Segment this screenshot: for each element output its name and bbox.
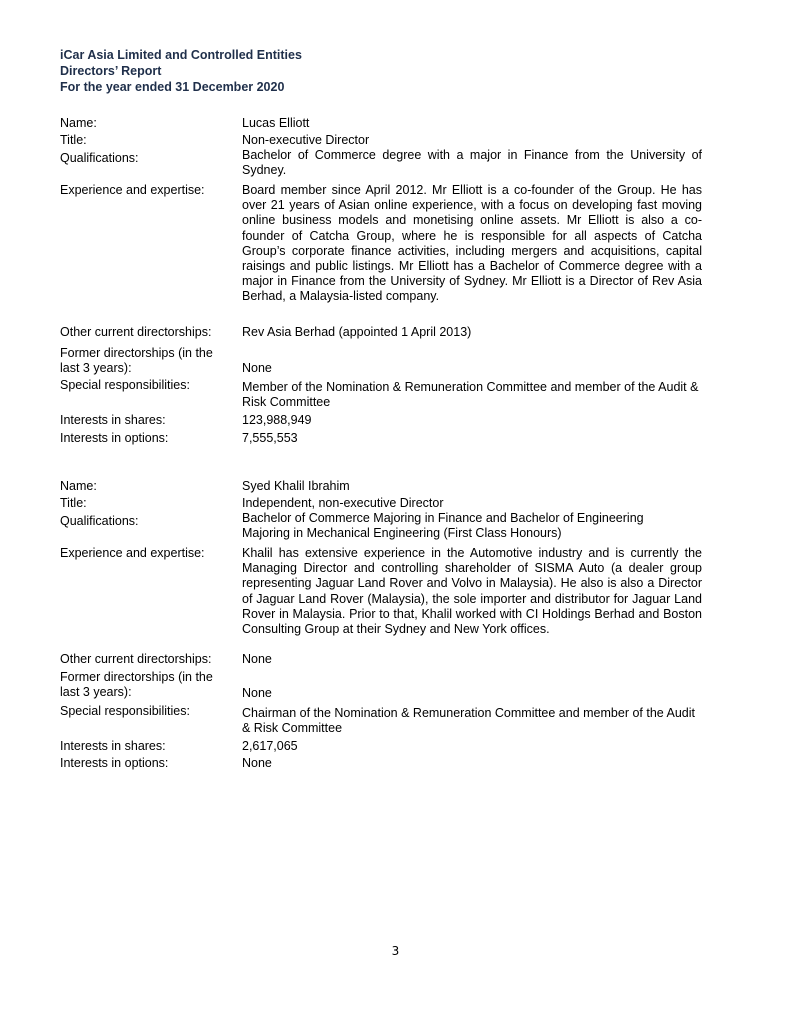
experience-label: Experience and expertise: xyxy=(60,546,205,560)
former-directorships: None xyxy=(242,361,272,375)
director-experience: Khalil has extensive experience in the Automotive industry and is currently the Managing Director and controlling shareholder of SISMA Auto (a dealer group representing Jaguar Land Rover and Volvo in Malaysia). He also is also a Director of Jaguar Land Rover (Malaysia), the sole importer and distributor for Jaguar Land Rover in Malaysia. Prior to that, Khalil worked with CI Holdings Berhad and Boston Consulting Group at their Sydney and New York offices. xyxy=(242,546,702,637)
other-directorships-label: Other current directorships: xyxy=(60,652,212,666)
special-responsibilities-label: Special responsibilities: xyxy=(60,704,190,718)
other-directorships-label: Other current directorships: xyxy=(60,325,212,339)
former-directorships: None xyxy=(242,686,272,700)
director-qualifications: Bachelor of Commerce degree with a major in Finance from the University of Sydney. xyxy=(242,148,702,178)
interests-in-shares: 123,988,949 xyxy=(242,413,312,427)
director-qualifications-line1: Bachelor of Commerce Majoring in Finance and Bachelor of Engineering xyxy=(242,511,644,525)
director-experience: Board member since April 2012. Mr Elliott is a co-founder of the Group. He has over 21 years of Asian online experience, with a focus on developing fast moving online business models and monetising online assets. Mr Elliott is also a co-founder of Catcha Group, where he is responsible for all aspects of Catcha Group’s corporate finance activities, including mergers and acquisitions, capital raisings and public listings. Mr Elliott has a Bachelor of Commerce degree with a major in Finance from the University of Sydney. Mr Elliott is a Director of Rev Asia Berhad, a Malaysia-listed company. xyxy=(242,183,702,304)
interests-in-options: 7,555,553 xyxy=(242,431,298,445)
name-label: Name: xyxy=(60,116,97,130)
options-label: Interests in options: xyxy=(60,431,169,445)
qualifications-label: Qualifications: xyxy=(60,151,139,165)
name-label: Name: xyxy=(60,479,97,493)
report-header xyxy=(60,47,302,95)
interests-in-shares: 2,617,065 xyxy=(242,739,298,753)
experience-label: Experience and expertise: xyxy=(60,183,205,197)
other-directorships: None xyxy=(242,652,272,666)
page-number: 3 xyxy=(391,944,400,958)
report-title: Directors’ Report xyxy=(60,64,162,78)
options-label: Interests in options: xyxy=(60,756,169,770)
former-directorships-label: Former directorships (in the last 3 years): xyxy=(60,670,213,700)
director-name: Syed Khalil Ibrahim xyxy=(242,479,350,493)
special-responsibilities: Member of the Nomination & Remuneration Committee and member of the Audit & Risk Committee xyxy=(242,380,699,410)
director-title: Non-executive Director xyxy=(242,133,370,147)
report-period: For the year ended 31 December 2020 xyxy=(60,80,285,94)
title-label: Title: xyxy=(60,133,87,147)
director-qualifications-line2: Majoring in Mechanical Engineering (First Class Honours) xyxy=(242,526,562,540)
qualifications-label: Qualifications: xyxy=(60,514,139,528)
special-responsibilities-label: Special responsibilities: xyxy=(60,378,190,392)
former-directorships-label: Former directorships (in the last 3 years): xyxy=(60,346,213,376)
director-title: Independent, non-executive Director xyxy=(242,496,444,510)
director-name: Lucas Elliott xyxy=(242,116,310,130)
shares-label: Interests in shares: xyxy=(60,413,166,427)
company-name: iCar Asia Limited and Controlled Entities xyxy=(60,48,302,62)
title-label: Title: xyxy=(60,496,87,510)
special-responsibilities: Chairman of the Nomination & Remuneration Committee and member of the Audit & Risk Committee xyxy=(242,706,696,736)
other-directorships: Rev Asia Berhad (appointed 1 April 2013) xyxy=(242,325,472,339)
interests-in-options: None xyxy=(242,756,272,770)
shares-label: Interests in shares: xyxy=(60,739,166,753)
